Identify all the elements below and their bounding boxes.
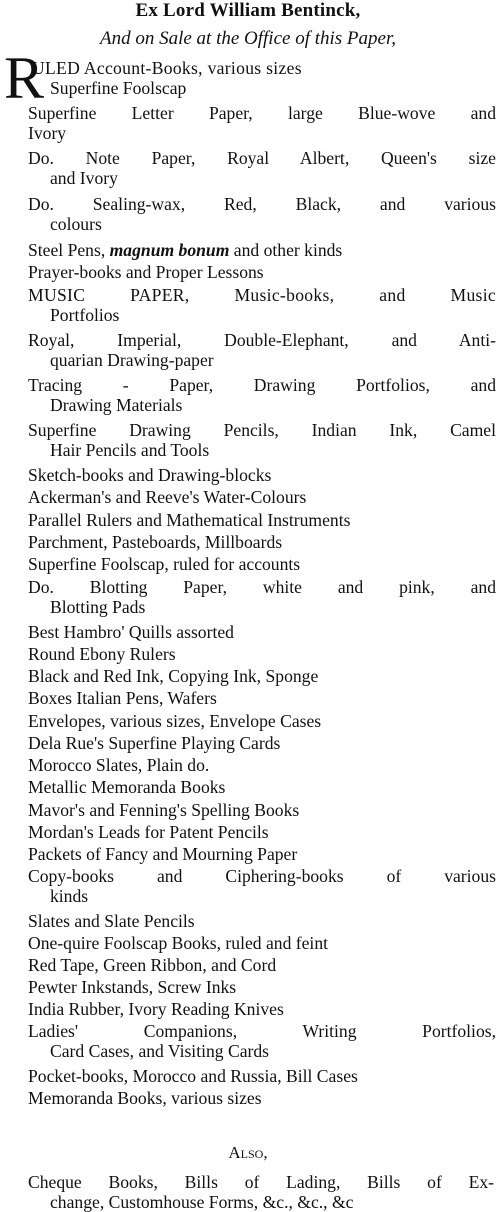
item-line: change, Customhouse Forms, &c., &c., &c	[50, 1192, 354, 1212]
item-line: Slates and Slate Pencils	[28, 911, 195, 931]
list-item	[28, 554, 496, 574]
item-line: Blotting Pads	[50, 597, 146, 617]
item-line: Do. Note Paper, Royal Albert, Queen's size	[28, 148, 496, 168]
list-item	[28, 755, 496, 775]
list-item	[28, 532, 496, 552]
item-line: Royal, Imperial, Double-Elephant, and Anti-	[28, 330, 496, 350]
item-line: Mordan's Leads for Patent Pencils	[28, 822, 269, 842]
item-line: quarian Drawing-paper	[50, 350, 214, 370]
list-item	[28, 1088, 496, 1108]
list-item	[28, 822, 496, 842]
list-item	[28, 330, 496, 370]
item-line: Do. Blotting Paper, white and pink, and	[28, 577, 496, 597]
item-line: Packets of Fancy and Mourning Paper	[28, 844, 298, 864]
list-item	[28, 262, 496, 282]
list-item	[28, 644, 496, 664]
item-line: Best Hambro' Quills assorted	[28, 622, 234, 642]
list-item	[28, 510, 496, 530]
item-line: Portfolios	[50, 305, 120, 325]
item-line: Do. Sealing-wax, Red, Black, and various	[28, 194, 496, 214]
item-line: Card Cases, and Visiting Cards	[50, 1041, 270, 1061]
item-emphasis: magnum bonum	[109, 240, 230, 260]
heading: Ex Lord William Bentinck,	[135, 0, 361, 21]
list-item	[28, 911, 496, 931]
item-line: kinds	[50, 886, 89, 906]
also-heading: Also,	[228, 1143, 268, 1162]
list-item	[28, 844, 496, 864]
item-line: Black and Red Ink, Copying Ink, Sponge	[28, 666, 319, 686]
list-item	[28, 933, 496, 953]
final-item	[28, 1172, 494, 1212]
item-line: colours	[50, 214, 102, 234]
item-line: Sketch-books and Drawing-blocks	[28, 465, 272, 485]
item-line: Ladies' Companions, Writing Portfolios,	[28, 1021, 496, 1041]
item-line: MUSIC PAPER, Music-books, and Music	[28, 285, 496, 305]
list-item	[28, 955, 496, 975]
item-line: India Rubber, Ivory Reading Knives	[28, 999, 284, 1019]
item-line: Boxes Italian Pens, Wafers	[28, 688, 217, 708]
item-line: Ivory	[28, 123, 67, 143]
list-item	[28, 103, 496, 143]
list-item	[28, 420, 496, 460]
list-item	[28, 688, 496, 708]
item-line: Parchment, Pasteboards, Millboards	[28, 532, 283, 552]
list-item	[28, 194, 496, 234]
item-text: Steel Pens,	[28, 240, 110, 260]
list-item	[28, 1066, 496, 1086]
list-item	[28, 866, 496, 906]
item-line: Red Tape, Green Ribbon, and Cord	[28, 955, 277, 975]
item-line: Pewter Inkstands, Screw Inks	[28, 977, 237, 997]
list-item	[28, 977, 496, 997]
item-line: Pocket-books, Morocco and Russia, Bill Cases	[28, 1066, 358, 1086]
item-line: Superfine Foolscap	[50, 78, 187, 98]
list-item	[28, 465, 496, 485]
list-item	[28, 711, 496, 731]
item-line: Copy-books and Ciphering-books of various	[28, 866, 496, 886]
list-item	[28, 666, 496, 686]
item-line: and Ivory	[50, 168, 118, 188]
item-line: Tracing - Paper, Drawing Portfolios, and	[28, 375, 496, 395]
item-line: Drawing Materials	[50, 395, 183, 415]
item-line: Superfine Drawing Pencils, Indian Ink, Camel	[28, 420, 496, 440]
item-line: Mavor's and Fenning's Spelling Books	[28, 800, 300, 820]
list-item	[28, 240, 496, 260]
list-item	[28, 733, 496, 753]
list-item	[28, 800, 496, 820]
item-line: Cheque Books, Bills of Lading, Bills of Ex-	[28, 1172, 494, 1192]
item-line: Round Ebony Rulers	[28, 644, 176, 664]
item-line: One-quire Foolscap Books, ruled and feint	[28, 933, 329, 953]
list-item	[28, 487, 496, 507]
list-item	[28, 622, 496, 642]
list-item	[28, 777, 496, 797]
item-line: Superfine Letter Paper, large Blue-wove and	[28, 103, 496, 123]
item-line: Ackerman's and Reeve's Water-Colours	[28, 487, 307, 507]
item-line: Parallel Rulers and Mathematical Instruments	[28, 510, 351, 530]
subheading: And on Sale at the Office of this Paper,	[99, 28, 397, 49]
list-item	[28, 999, 496, 1019]
item-line: Hair Pencils and Tools	[50, 440, 210, 460]
item-line: Memoranda Books, various sizes	[28, 1088, 262, 1108]
list-item	[28, 577, 496, 617]
list-item	[28, 1021, 496, 1061]
list-item	[28, 285, 496, 325]
item-line: Prayer-books and Proper Lessons	[28, 262, 264, 282]
item-text: and other kinds	[229, 240, 343, 260]
list-item	[28, 375, 496, 415]
list-item	[28, 58, 496, 98]
list-item	[28, 148, 496, 188]
item-line: Envelopes, various sizes, Envelope Cases	[28, 711, 322, 731]
item-line: Superfine Foolscap, ruled for accounts	[28, 554, 301, 574]
item-line: ULED Account-Books, various sizes	[32, 58, 302, 78]
item-line: Morocco Slates, Plain do.	[28, 755, 210, 775]
drop-cap: R	[4, 45, 45, 111]
item-line: Metallic Memoranda Books	[28, 777, 226, 797]
item-line: Dela Rue's Superfine Playing Cards	[28, 733, 281, 753]
